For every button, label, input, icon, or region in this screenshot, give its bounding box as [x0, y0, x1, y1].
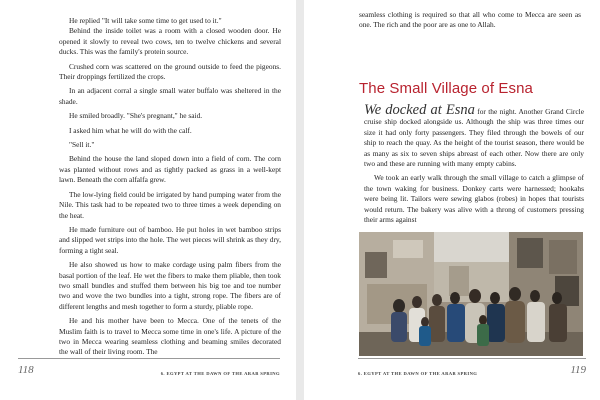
- lead-in-phrase: We docked at Esna: [364, 102, 475, 118]
- paragraph: Behind the house the land sloped down into a field of corn. The corn was planted without rows and as tightly packed as grass in a well-kept lawn. Beneath the corn alfalfa grew.: [59, 154, 281, 185]
- paragraph: "Sell it.": [69, 140, 95, 150]
- footer-rule: [358, 358, 586, 359]
- paragraph: In an adjacent corral a single small water buffalo was sheltered in the shade.: [59, 86, 281, 106]
- section-intro-text: [364, 104, 584, 225]
- right-continuation-text: [359, 10, 581, 31]
- left-page: [0, 0, 296, 400]
- section-title: The Small Village of Esna: [359, 80, 533, 97]
- paragraph: I asked him what he will do with the calf.: [69, 125, 192, 135]
- left-footer: [18, 360, 280, 376]
- left-body-text: [59, 16, 281, 358]
- running-head: 6. EGYPT AT THE DAWN OF THE ARAB SPRING: [160, 371, 280, 376]
- paragraph: He also showed us how to make cordage using palm fibers from the basal portion of the leaf. He wet the fibers to make them pliable, then took two small bundles and stuffed them between his big toe and toe number two and wove the two bundles into a tight, strong rope. The fibers are of different lengths and mesh together to form a sturdy, pliable rope.: [59, 260, 281, 311]
- paragraph: Crushed corn was scattered on the ground outside to feed the pigeons. Their droppings fertilized the crops.: [59, 61, 281, 82]
- paragraph: He smiled broadly. "She's pregnant," he said.: [69, 111, 203, 121]
- spine-gutter: [296, 0, 304, 400]
- paragraph: seamless clothing is required so that all who come to Mecca are seen as one. The rich and the poor are as one to Allah.: [359, 10, 581, 30]
- footer-rule: [18, 358, 280, 359]
- page-number: 118: [18, 364, 34, 376]
- right-footer: [358, 360, 586, 376]
- village-street-photo: [359, 232, 583, 356]
- village-street-crowd-photo: [359, 232, 583, 356]
- page-number: 119: [570, 364, 586, 376]
- right-page: [304, 0, 600, 400]
- paragraph: He made furniture out of bamboo. He put holes in wet bamboo strips and slipped wet strips into the hole. The wet pieces will shrink as they dry, forming a tight seal.: [59, 224, 281, 255]
- paragraph: He and his mother have been to Mecca. One of the tenets of the Muslim faith is to travel to Mecca some time in one's life. A picture of the two in Mecca wearing seamless clothing and beaming smiles decorated the wall of their living room. The: [59, 316, 281, 357]
- paragraph: He replied "It will take some time to get used to it.": [69, 16, 222, 25]
- intro-paragraph: [364, 104, 584, 169]
- intro-rest: for the night. Another Grand Circle cruise ship docked alongside us. Although the ship was three times our size it had only forty passengers. They filed through the bowels of our ship to reach the quay. As the height of the tourist season, there would be as many as six to seven ships abreast of each other. Now there are only two and these are running with many empty cabins.: [364, 107, 584, 169]
- paragraph: We took an early walk through the small village to catch a glimpse of the town waking for business. Donkey carts were harnessed; hookahs were being lit. Tailors were sewing glabos (robes) in hopes that tourists would return. The bakery was alive with a throng of customers pressing their arms against: [364, 173, 584, 225]
- paragraph: The low-lying field could be irrigated by hand pumping water from the Nile. This task had to be repeated two to three times a week depending on the heat.: [59, 189, 281, 220]
- running-head: 6. EGYPT AT THE DAWN OF THE ARAB SPRING: [358, 371, 478, 376]
- paragraph: Behind the inside toilet was a room with a closed wooden door. He opened it slowly to reveal two cows, ten to twelve chickens and several ducks. This was the family's protein source.: [59, 26, 281, 57]
